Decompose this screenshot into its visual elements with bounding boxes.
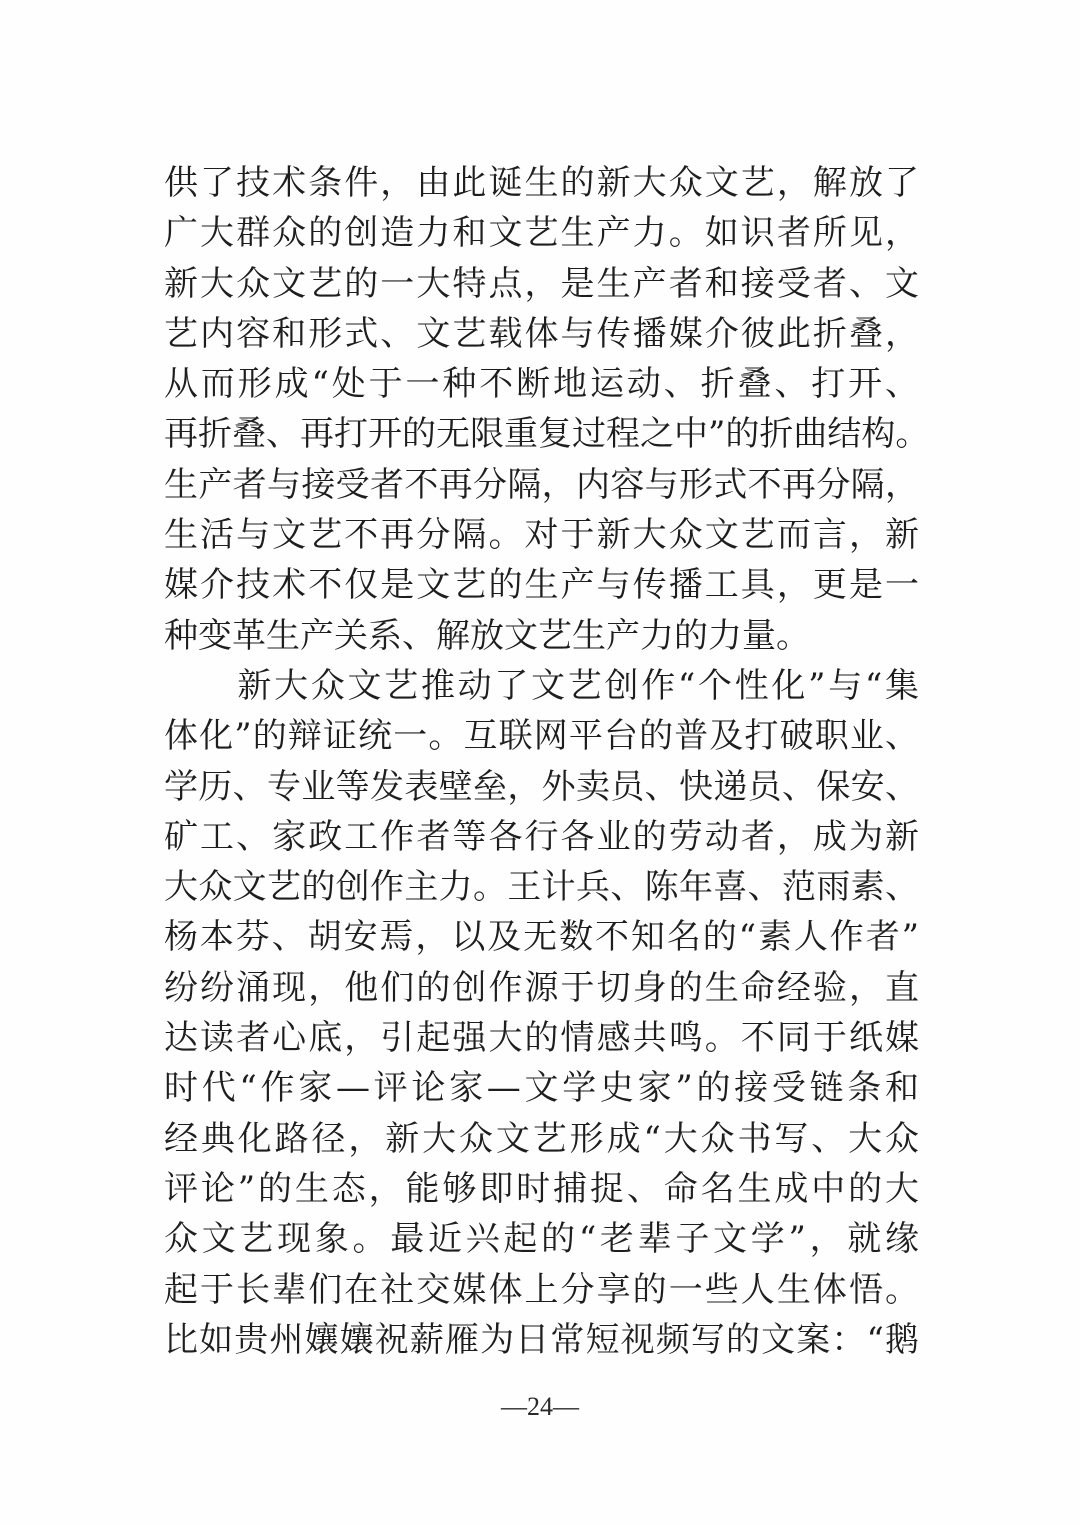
- text-line: 新大众文艺推动了文艺创作“个性化”与“集: [164, 665, 919, 706]
- text-line: 众文艺现象。最近兴起的“老辈子文学”，就缘: [164, 1219, 919, 1260]
- text-line: 再折叠、再打开的无限重复过程之中”的折曲结构。: [164, 414, 930, 455]
- text-line: 媒介技术不仅是文艺的生产与传播工具，更是一: [164, 565, 919, 606]
- text-line: 达读者心底，引起强大的情感共鸣。不同于纸媒: [164, 1018, 919, 1059]
- text-line: 大众文艺的创作主力。王计兵、陈年喜、范雨素、: [164, 867, 919, 908]
- text-line: 时代“作家—评论家—文学史家”的接受链条和: [164, 1068, 919, 1109]
- text-line: 生产者与接受者不再分隔，内容与形式不再分隔，: [164, 464, 919, 505]
- text-line: 纷纷涌现，他们的创作源于切身的生命经验，直: [164, 967, 919, 1008]
- text-line: 体化”的辩证统一。互联网平台的普及打破职业、: [164, 716, 919, 757]
- text-line: 矿工、家政工作者等各行各业的劳动者，成为新: [164, 816, 919, 857]
- page-number: —24—: [501, 1392, 579, 1421]
- text-line: 学历、专业等发表壁垒，外卖员、快递员、保安、: [164, 766, 919, 807]
- text-line: 新大众文艺的一大特点，是生产者和接受者、文: [164, 263, 919, 304]
- text-line: 生活与文艺不再分隔。对于新大众文艺而言，新: [164, 515, 919, 556]
- text-line: 种变革生产关系、解放文艺生产力的力量。: [164, 615, 810, 656]
- text-line: 艺内容和形式、文艺载体与传播媒介彼此折叠，: [164, 313, 919, 354]
- text-line: 杨本芬、胡安焉，以及无数不知名的“素人作者”: [164, 917, 919, 958]
- text-line: 广大群众的创造力和文艺生产力。如识者所见，: [164, 213, 919, 254]
- text-line: 比如贵州孃孃祝薪雁为日常短视频写的文案：“鹅: [164, 1319, 919, 1360]
- body-text: [164, 158, 930, 1365]
- text-line: 从而形成“处于一种不断地运动、折叠、打开、: [164, 364, 919, 405]
- text-line: 起于长辈们在社交媒体上分享的一些人生体悟。: [164, 1269, 919, 1310]
- text-line: 供了技术条件，由此诞生的新大众文艺，解放了: [164, 163, 919, 203]
- text-line: 经典化路径，新大众文艺形成“大众书写、大众: [164, 1118, 919, 1159]
- text-line: 评论”的生态，能够即时捕捉、命名生成中的大: [164, 1168, 919, 1209]
